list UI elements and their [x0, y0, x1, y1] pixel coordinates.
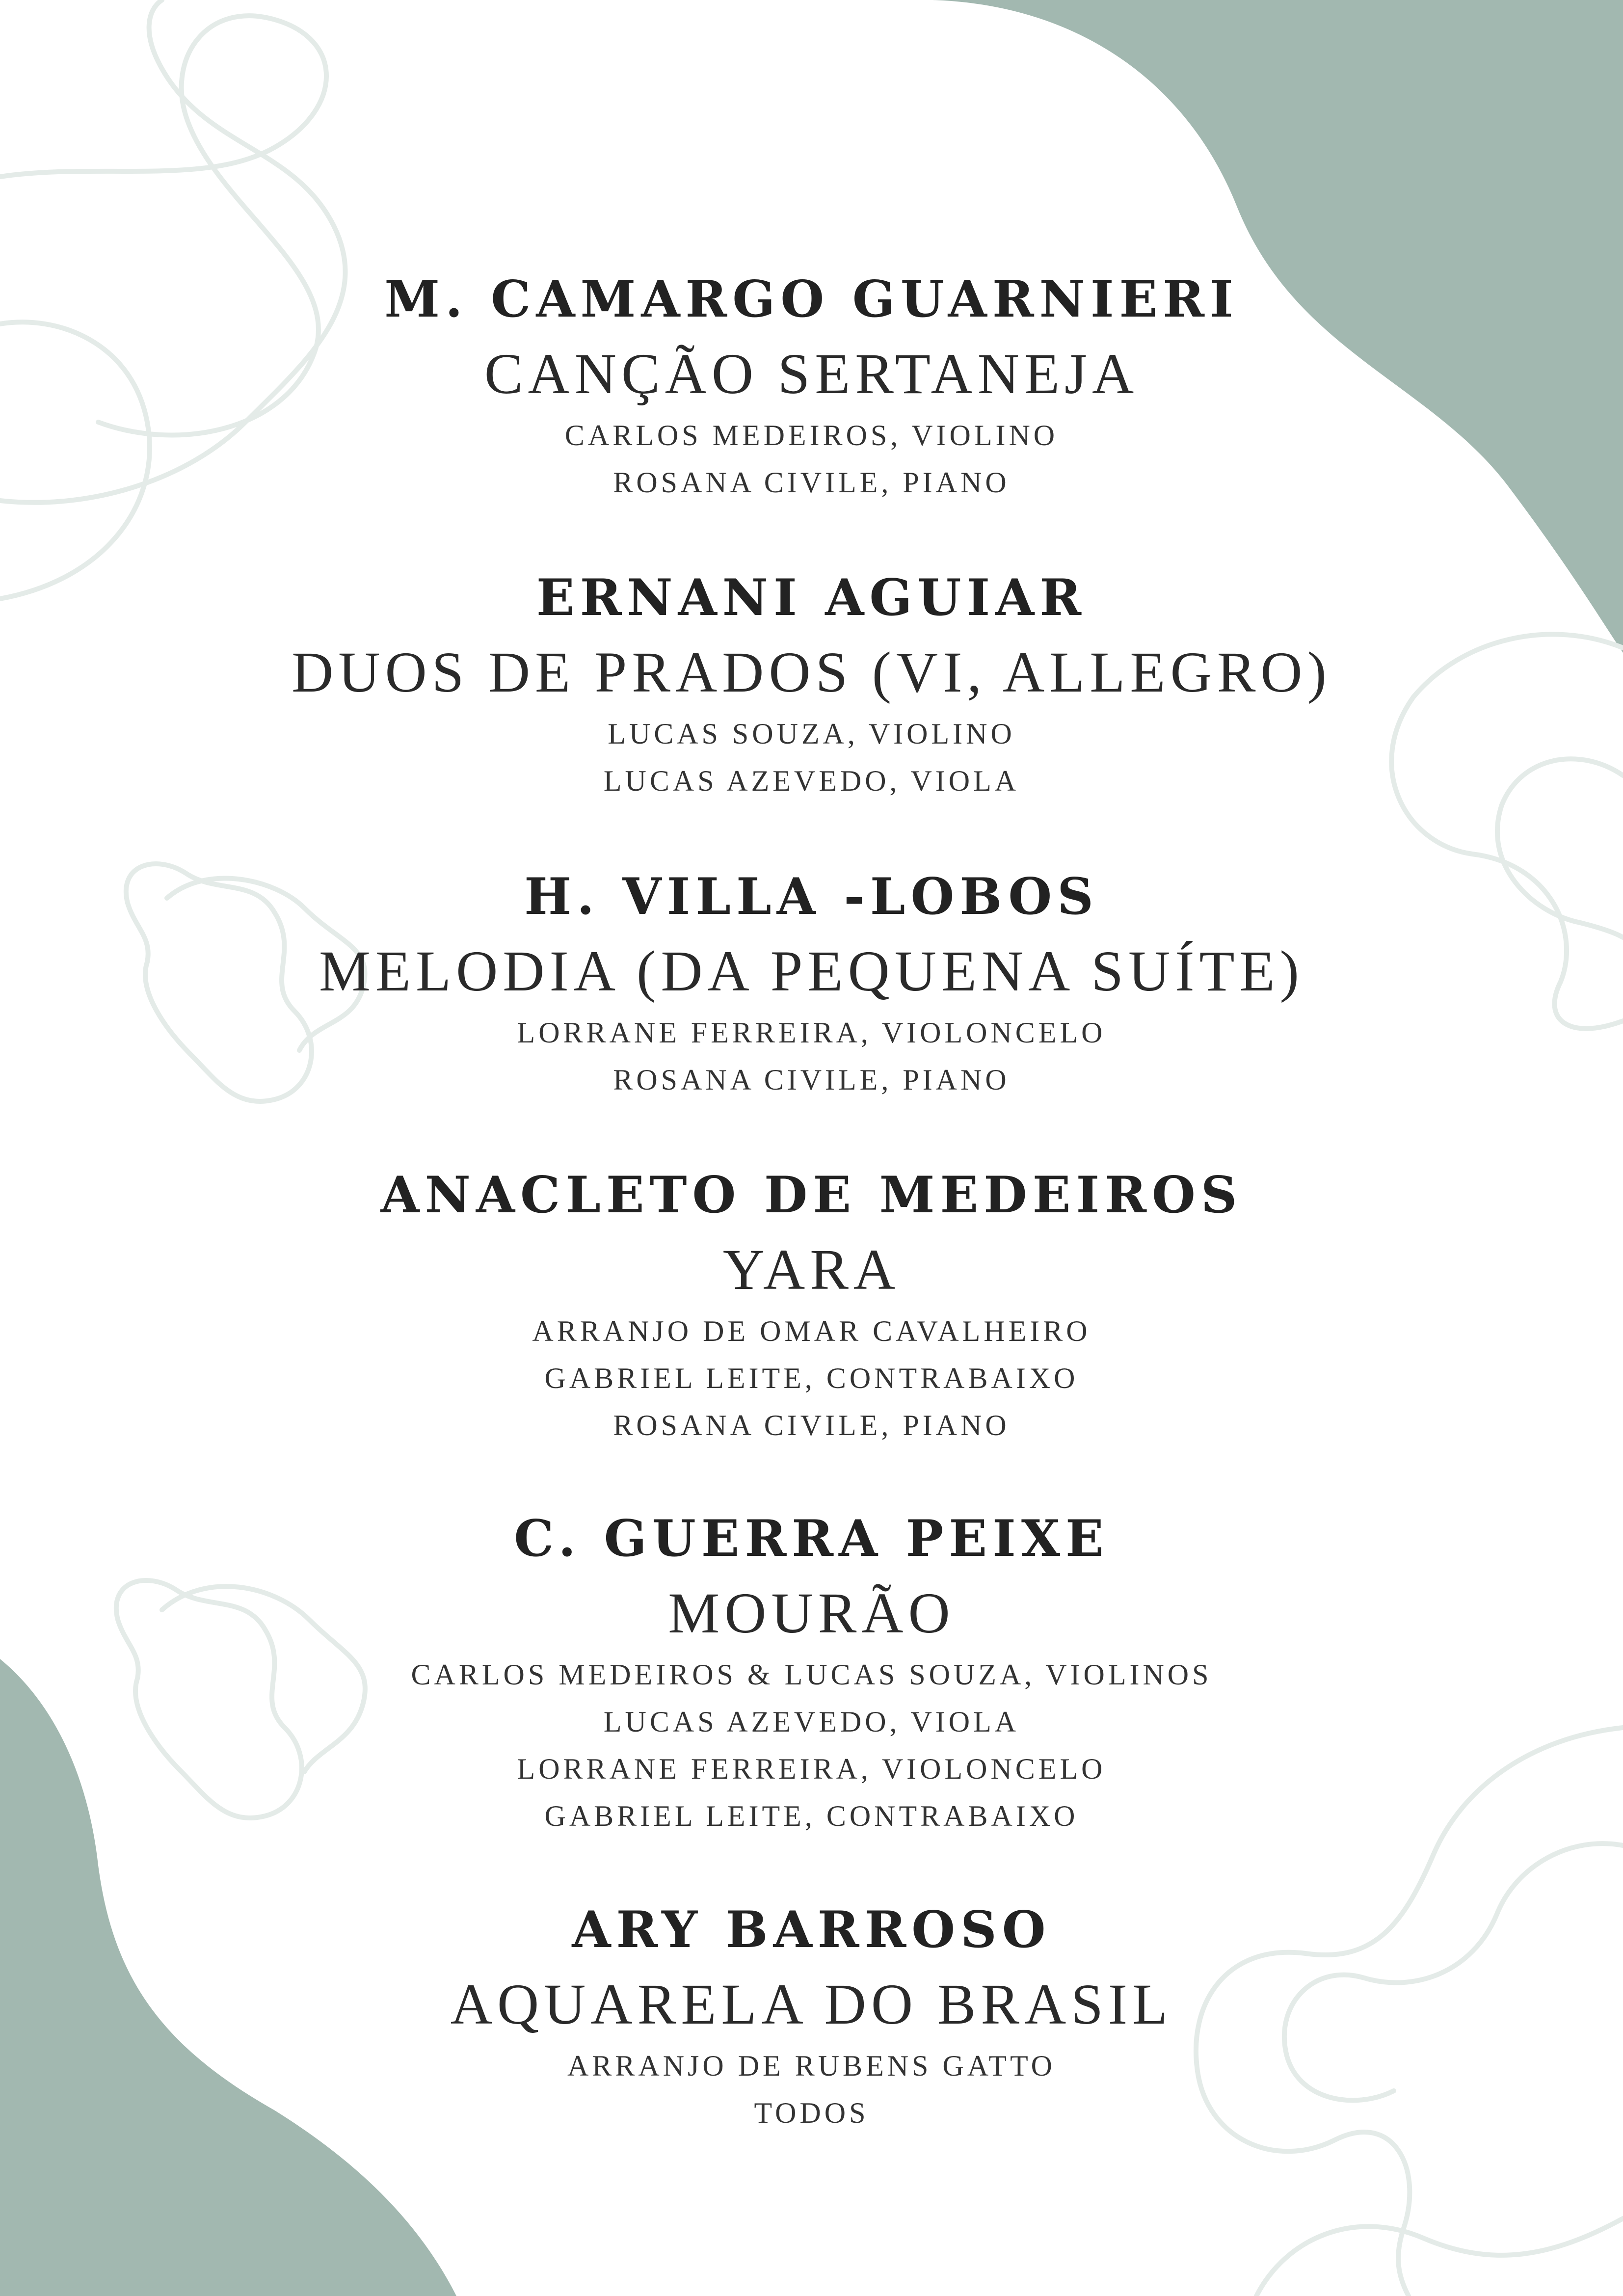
- piece-title: AQUARELA DO BRASIL: [450, 1972, 1173, 2036]
- performer-credit: ROSANA CIVILE, PIANO: [613, 466, 1010, 499]
- program-piece: [0, 1158, 1623, 1449]
- program-piece: [0, 263, 1623, 506]
- performer-credit: LUCAS SOUZA, VIOLINO: [608, 718, 1015, 750]
- program-piece: [0, 1502, 1623, 1840]
- program-piece: [0, 561, 1623, 804]
- performer-credit: LORRANE FERREIRA, VIOLONCELO: [517, 1753, 1106, 1785]
- composer-name: ANACLETO DE MEDEIROS: [380, 1166, 1243, 1225]
- performer-credit: LUCAS AZEVEDO, VIOLA: [603, 1706, 1020, 1738]
- performer-credit: ROSANA CIVILE, PIANO: [613, 1064, 1010, 1096]
- piece-title: CANÇÃO SERTANEJA: [484, 342, 1139, 406]
- program-piece: [0, 860, 1623, 1103]
- piece-title: YARA: [722, 1237, 901, 1302]
- performer-credit: LUCAS AZEVEDO, VIOLA: [603, 765, 1020, 797]
- performer-credit: ARRANJO DE RUBENS GATTO: [567, 2050, 1056, 2082]
- piece-title: MELODIA (DA PEQUENA SUÍTE): [319, 939, 1304, 1003]
- performer-credit: CARLOS MEDEIROS & LUCAS SOUZA, VIOLINOS: [411, 1658, 1212, 1691]
- composer-name: H. VILLA -LOBOS: [524, 867, 1099, 926]
- performer-credit: GABRIEL LEITE, CONTRABAIXO: [544, 1362, 1079, 1394]
- composer-name: M. CAMARGO GUARNIERI: [384, 270, 1239, 329]
- composer-name: ERNANI AGUIAR: [536, 568, 1087, 627]
- performer-credit: TODOS: [754, 2097, 869, 2129]
- program-piece: [0, 1893, 1623, 2136]
- performer-credit: CARLOS MEDEIROS, VIOLINO: [564, 419, 1059, 452]
- piece-title: DUOS DE PRADOS (VI, ALLEGRO): [292, 640, 1331, 704]
- performer-credit: GABRIEL LEITE, CONTRABAIXO: [544, 1800, 1079, 1832]
- performer-credit: ARRANJO DE OMAR CAVALHEIRO: [532, 1315, 1091, 1347]
- performer-credit: LORRANE FERREIRA, VIOLONCELO: [517, 1016, 1106, 1049]
- composer-name: C. GUERRA PEIXE: [514, 1509, 1109, 1568]
- composer-name: ARY BARROSO: [572, 1900, 1051, 1959]
- performer-credit: ROSANA CIVILE, PIANO: [613, 1409, 1010, 1442]
- piece-title: MOURÃO: [668, 1581, 955, 1645]
